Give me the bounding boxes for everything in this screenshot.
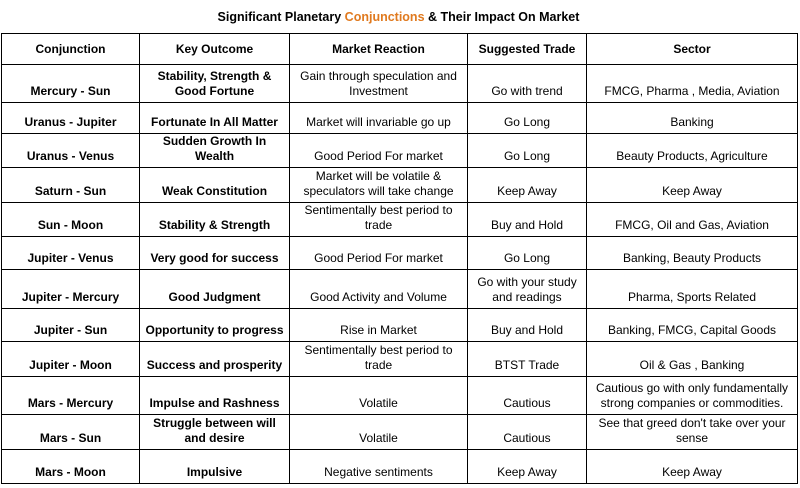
market-reaction-cell: Sentimentally best period to trade: [290, 202, 468, 236]
header-sector: Sector: [587, 34, 798, 65]
conjunction-cell: Mars - Moon: [2, 449, 140, 483]
sector-cell: Keep Away: [587, 168, 798, 202]
key-outcome-cell: Fortunate In All Matter: [140, 103, 290, 133]
conjunction-cell: Jupiter - Venus: [2, 237, 140, 270]
table-row: [2, 202, 798, 236]
conjunction-cell: Sun - Moon: [2, 202, 140, 236]
header-suggested-trade: Suggested Trade: [468, 34, 587, 65]
suggested-trade-cell: Keep Away: [468, 449, 587, 483]
title-prefix: Significant Planetary: [217, 10, 345, 24]
key-outcome-cell: Very good for success: [140, 237, 290, 270]
market-reaction-cell: Volatile: [290, 376, 468, 414]
suggested-trade-cell: Cautious: [468, 415, 587, 449]
conjunction-cell: Mercury - Sun: [2, 65, 140, 103]
market-reaction-cell: Market will be volatile & speculators will take change: [290, 168, 468, 202]
conjunction-cell: Jupiter - Mercury: [2, 270, 140, 308]
key-outcome-cell: Impulsive: [140, 449, 290, 483]
market-reaction-cell: Gain through speculation and Investment: [290, 65, 468, 103]
sector-cell: Banking: [587, 103, 798, 133]
sector-cell: Banking, FMCG, Capital Goods: [587, 308, 798, 341]
key-outcome-cell: Sudden Growth In Wealth: [140, 133, 290, 167]
key-outcome-cell: Opportunity to progress: [140, 308, 290, 341]
table-row: [2, 415, 798, 449]
sector-cell: FMCG, Pharma , Media, Aviation: [587, 65, 798, 103]
sector-cell: FMCG, Oil and Gas, Aviation: [587, 202, 798, 236]
header-row: [2, 34, 798, 65]
suggested-trade-cell: Buy and Hold: [468, 308, 587, 341]
suggested-trade-cell: Go Long: [468, 237, 587, 270]
market-reaction-cell: Sentimentally best period to trade: [290, 342, 468, 376]
table-row: [2, 237, 798, 270]
table-row: [2, 168, 798, 202]
conjunctions-table: [1, 33, 798, 484]
sector-cell: Oil & Gas , Banking: [587, 342, 798, 376]
header-market-reaction: Market Reaction: [290, 34, 468, 65]
table-row: [2, 376, 798, 414]
suggested-trade-cell: Cautious: [468, 376, 587, 414]
market-reaction-cell: Market will invariable go up: [290, 103, 468, 133]
market-reaction-cell: Rise in Market: [290, 308, 468, 341]
conjunction-cell: Jupiter - Sun: [2, 308, 140, 341]
conjunction-cell: Mars - Mercury: [2, 376, 140, 414]
key-outcome-cell: Stability & Strength: [140, 202, 290, 236]
suggested-trade-cell: Go Long: [468, 133, 587, 167]
suggested-trade-cell: BTST Trade: [468, 342, 587, 376]
key-outcome-cell: Impulse and Rashness: [140, 376, 290, 414]
key-outcome-cell: Good Judgment: [140, 270, 290, 308]
key-outcome-cell: Struggle between will and desire: [140, 415, 290, 449]
sector-cell: Banking, Beauty Products: [587, 237, 798, 270]
table-row: [2, 65, 798, 103]
table-row: [2, 270, 798, 308]
conjunction-cell: Jupiter - Moon: [2, 342, 140, 376]
table-row: [2, 308, 798, 341]
suggested-trade-cell: Keep Away: [468, 168, 587, 202]
title-accent: Conjunctions: [344, 10, 425, 24]
sector-cell: Cautious go with only fundamentally strong companies or commodities.: [587, 376, 798, 414]
sector-cell: Keep Away: [587, 449, 798, 483]
table-row: [2, 342, 798, 376]
sector-cell: See that greed don't take over your sense: [587, 415, 798, 449]
market-reaction-cell: Good Period For market: [290, 237, 468, 270]
header-conjunction: Conjunction: [2, 34, 140, 65]
conjunction-cell: Mars - Sun: [2, 415, 140, 449]
market-reaction-cell: Volatile: [290, 415, 468, 449]
key-outcome-cell: Success and prosperity: [140, 342, 290, 376]
key-outcome-cell: Weak Constitution: [140, 168, 290, 202]
header-key-outcome: Key Outcome: [140, 34, 290, 65]
sector-cell: Beauty Products, Agriculture: [587, 133, 798, 167]
conjunction-cell: Saturn - Sun: [2, 168, 140, 202]
table-row: [2, 449, 798, 483]
conjunction-cell: Uranus - Venus: [2, 133, 140, 167]
page-title: [0, 9, 797, 25]
sector-cell: Pharma, Sports Related: [587, 270, 798, 308]
market-reaction-cell: Good Period For market: [290, 133, 468, 167]
table-row: [2, 133, 798, 167]
market-reaction-cell: Negative sentiments: [290, 449, 468, 483]
title-suffix: & Their Impact On Market: [424, 10, 580, 24]
suggested-trade-cell: Go with your study and readings: [468, 270, 587, 308]
conjunction-cell: Uranus - Jupiter: [2, 103, 140, 133]
suggested-trade-cell: Buy and Hold: [468, 202, 587, 236]
suggested-trade-cell: Go Long: [468, 103, 587, 133]
table-row: [2, 103, 798, 133]
market-reaction-cell: Good Activity and Volume: [290, 270, 468, 308]
suggested-trade-cell: Go with trend: [468, 65, 587, 103]
key-outcome-cell: Stability, Strength & Good Fortune: [140, 65, 290, 103]
